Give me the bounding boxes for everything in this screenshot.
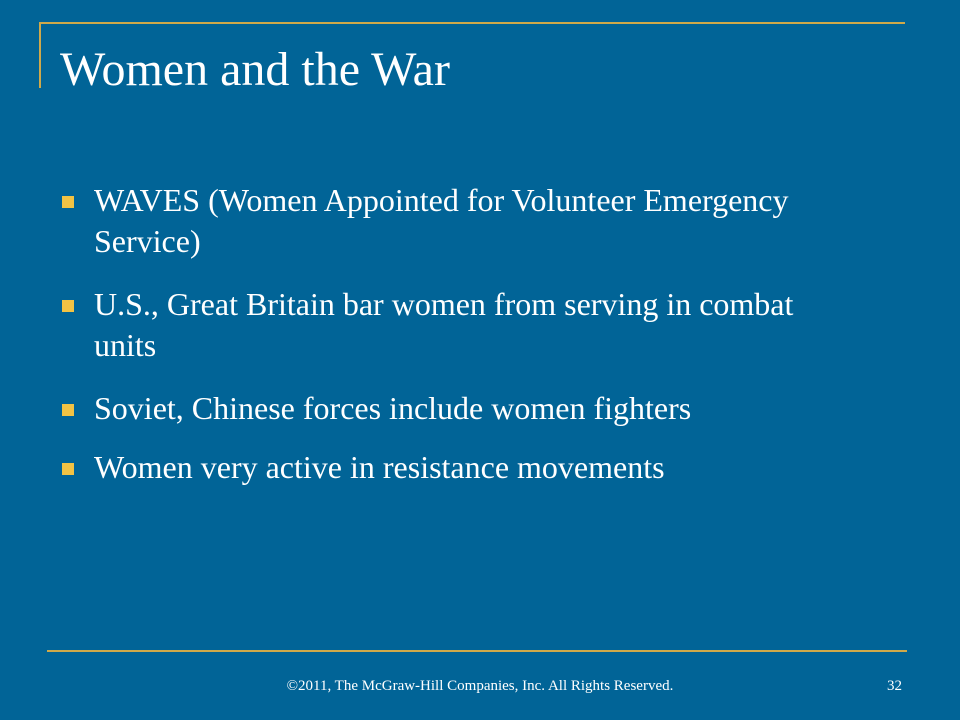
bullet-item	[56, 284, 856, 366]
square-bullet-icon	[62, 404, 74, 416]
bullet-text: U.S., Great Britain bar women from serving in combat units	[94, 286, 794, 363]
bullet-text: Soviet, Chinese forces include women fighters	[94, 390, 692, 426]
top-accent-line	[40, 22, 905, 24]
copyright-footer: ©2011, The McGraw-Hill Companies, Inc. All Rights Reserved.	[286, 678, 674, 694]
bullet-item	[56, 388, 856, 429]
square-bullet-icon	[62, 463, 74, 475]
square-bullet-icon	[62, 196, 74, 208]
bullet-list	[56, 180, 856, 510]
bullet-text: WAVES (Women Appointed for Volunteer Emergency Service)	[94, 182, 789, 259]
slide-title: Women and the War	[60, 43, 450, 96]
left-accent-line	[39, 22, 41, 88]
bullet-item	[56, 447, 856, 488]
page-number: 32	[887, 678, 902, 694]
bullet-text: Women very active in resistance movements	[94, 449, 665, 485]
bottom-accent-line	[47, 650, 907, 652]
bullet-item	[56, 180, 856, 262]
square-bullet-icon	[62, 300, 74, 312]
